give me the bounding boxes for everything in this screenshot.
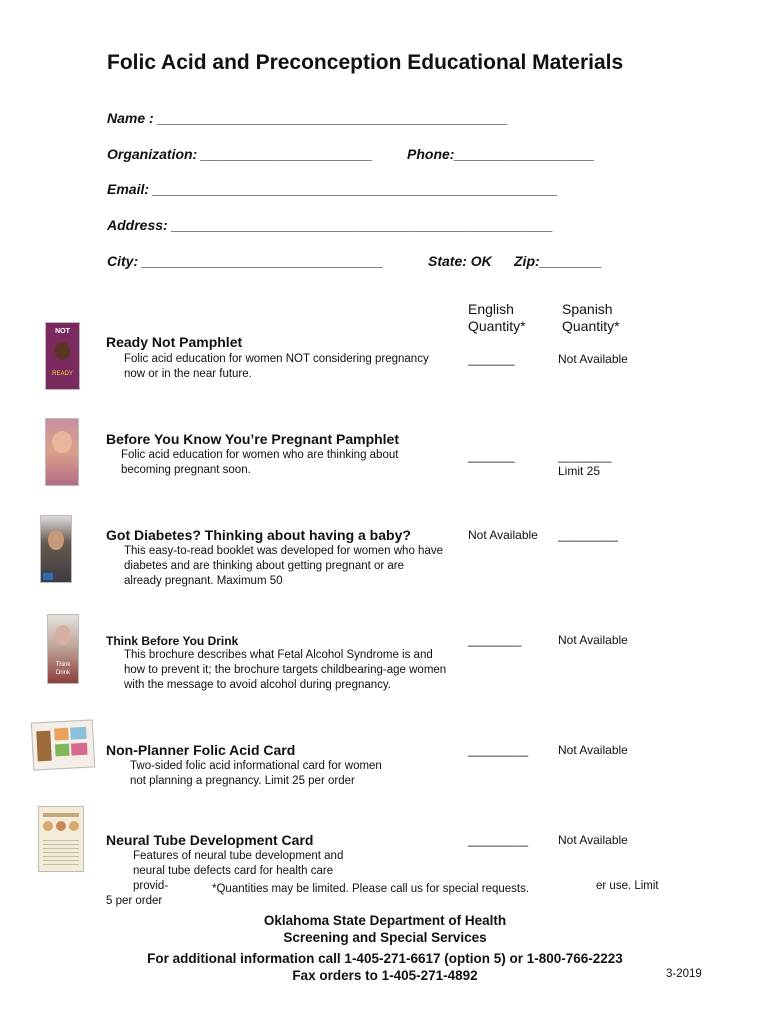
english-quantity-status: Not Available	[468, 528, 538, 542]
thumb-text-think: Think	[55, 662, 71, 668]
desc-line: becoming pregnant soon.	[121, 464, 251, 476]
quantities-note: *Quantities may be limited. Please call us for special requests.	[212, 883, 530, 895]
desc-line: diabetes and are thinking about getting pregnant or are	[124, 560, 405, 572]
thumb-text-drink: Drink	[55, 670, 70, 676]
item-description	[124, 648, 446, 693]
revision-date: 3-2019	[666, 968, 702, 980]
card-graphic-line	[43, 813, 79, 817]
english-header-line2: Quantity*	[468, 318, 526, 334]
english-quantity-input[interactable]: _________	[468, 833, 529, 847]
thumb-text-ready: READY	[52, 371, 73, 377]
english-header-line1: English	[468, 301, 514, 317]
item-description-continued: 5 per order	[106, 895, 163, 907]
spanish-quantity-status: Not Available	[558, 743, 628, 757]
spanish-limit-note: Limit 25	[558, 464, 601, 478]
woman-face-image	[48, 530, 64, 550]
item-title: Before You Know You’re Pregnant Pamphlet	[106, 431, 400, 447]
non-planner-card-thumbnail	[31, 719, 95, 770]
card-graphic-dot	[69, 821, 79, 831]
thumb-caption	[49, 661, 77, 677]
item-title: Think Before You Drink	[106, 634, 239, 648]
footer-division: Screening and Special Services	[283, 930, 487, 945]
item-description	[124, 544, 443, 589]
woman-face-image	[55, 625, 71, 645]
item-title: Got Diabetes? Thinking about having a baby?	[106, 527, 411, 543]
name-field[interactable]: Name : _____________________________________________	[107, 110, 508, 126]
address-field[interactable]: Address: _________________________________________________	[107, 217, 554, 233]
desc-line: neural tube defects card for health care	[133, 865, 334, 877]
spanish-header	[562, 301, 620, 335]
spanish-header-line1: Spanish	[562, 301, 613, 317]
email-field[interactable]: Email: ____________________________________________________	[107, 181, 558, 197]
item-description	[124, 352, 429, 382]
item-title: Ready Not Pamphlet	[106, 334, 243, 350]
card-image-block	[71, 743, 88, 756]
organization-field[interactable]: Organization: ______________________	[107, 146, 373, 162]
got-diabetes-thumbnail	[40, 515, 72, 583]
city-field[interactable]: City: _______________________________	[107, 253, 384, 269]
spanish-header-line2: Quantity*	[562, 318, 620, 334]
desc-line: Folic acid education for women who are thinking about	[121, 449, 399, 461]
spanish-quantity-input[interactable]: _________	[558, 528, 619, 542]
desc-line: Two-sided folic acid informational card for women	[130, 760, 382, 772]
desc-line: This brochure describes what Fetal Alcohol Syndrome is and	[124, 649, 433, 661]
desc-line: Features of neural tube development and	[133, 850, 344, 862]
card-image-block	[70, 727, 87, 740]
state-field: State: OK	[428, 253, 492, 269]
card-image-block	[55, 744, 70, 757]
spanish-quantity-status: Not Available	[558, 833, 628, 847]
card-graphic-dot	[56, 821, 66, 831]
baby-image	[52, 431, 72, 453]
footer-fax: Fax orders to 1-405-271-4892	[292, 968, 478, 983]
item-description-overflow: er use. Limit	[596, 880, 659, 892]
footer-contact-info: For additional information call 1-405-271-6617 (option 5) or 1-800-766-2223	[147, 951, 623, 966]
item-description	[121, 448, 398, 478]
face-image	[55, 342, 70, 360]
spanish-quantity-status: Not Available	[558, 352, 628, 366]
english-quantity-input[interactable]: ________	[468, 633, 522, 647]
phone-field[interactable]: Phone:__________________	[407, 146, 595, 162]
thumb-text-not: NOT	[55, 328, 70, 335]
spanish-quantity-status: Not Available	[558, 633, 628, 647]
desc-line: now or in the near future.	[124, 368, 252, 380]
english-quantity-input[interactable]: _________	[468, 743, 529, 757]
english-quantity-input[interactable]: _______	[468, 449, 515, 463]
card-image-left	[36, 731, 52, 762]
page-title: Folic Acid and Preconception Educational Materials	[107, 51, 624, 74]
english-quantity-input[interactable]: _______	[468, 352, 515, 366]
card-image-block	[54, 728, 69, 741]
desc-line: not planning a pregnancy. Limit 25 per order	[130, 775, 355, 787]
desc-line: with the message to avoid alcohol during pregnancy.	[124, 679, 392, 691]
desc-line: how to prevent it; the brochure targets childbearing-age women	[124, 664, 447, 676]
think-before-you-drink-thumbnail	[47, 614, 79, 684]
before-you-know-thumbnail	[45, 418, 79, 486]
ready-not-pamphlet-thumbnail	[45, 322, 80, 390]
logo-mark	[43, 573, 53, 580]
spanish-quantity-input[interactable]: ________	[558, 449, 612, 463]
card-text-block	[43, 837, 79, 865]
footer-org-name: Oklahoma State Department of Health	[263, 913, 507, 928]
neural-tube-card-thumbnail	[38, 806, 84, 872]
desc-line: Folic acid education for women NOT considering pregnancy	[124, 353, 429, 365]
desc-line: This easy-to-read booklet was developed for women who have	[124, 545, 443, 557]
item-title: Neural Tube Development Card	[106, 832, 314, 848]
item-title: Non-Planner Folic Acid Card	[106, 742, 296, 758]
card-graphic-dot	[43, 821, 53, 831]
item-description	[130, 759, 382, 789]
desc-line: already pregnant. Maximum 50	[124, 575, 283, 587]
english-header	[468, 301, 526, 335]
zip-field[interactable]: Zip:________	[514, 253, 602, 269]
desc-line: provid-	[133, 880, 169, 892]
